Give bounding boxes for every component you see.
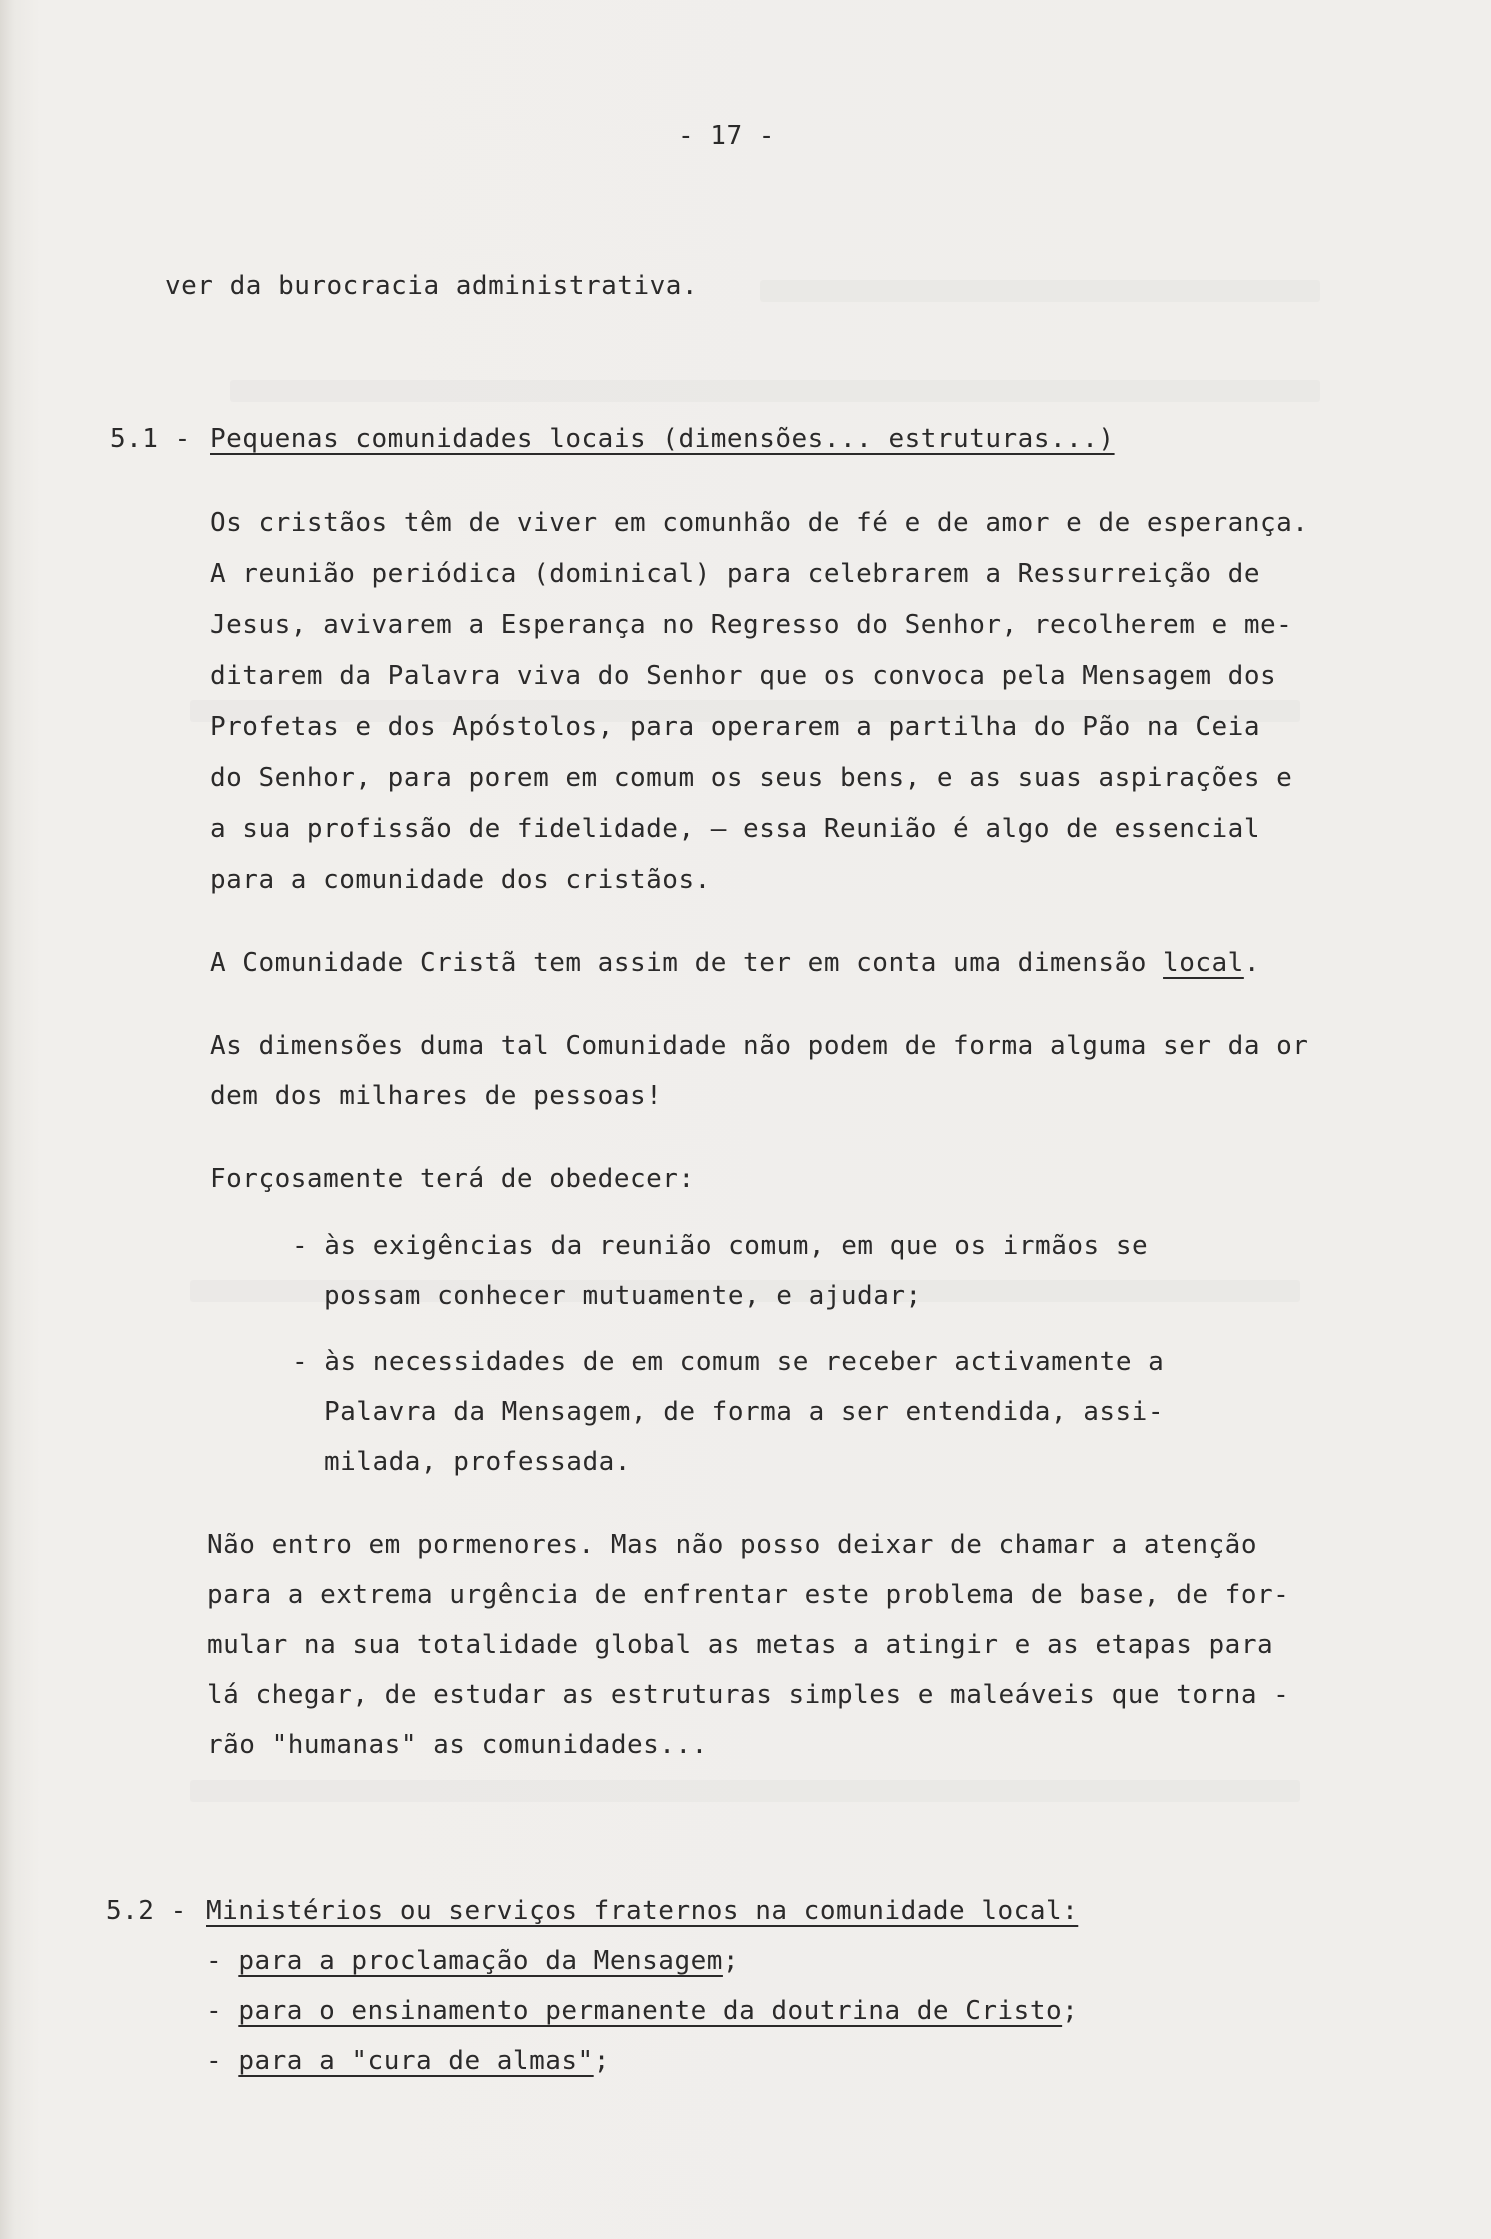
underlined-local: local	[1163, 948, 1244, 978]
para5-line: lá chegar, de estudar as estruturas simples e maleáveis que torna -	[207, 1680, 1290, 1710]
para1-line: ditarem da Palavra viva do Senhor que os convoca pela Mensagem dos	[210, 661, 1277, 691]
section-5-1-heading: Pequenas comunidades locais (dimensões... estruturas...)	[210, 424, 1115, 454]
para5-line: mular na sua totalidade global as metas a atingir e as etapas para	[207, 1630, 1274, 1660]
bullet2-line: Palavra da Mensagem, de forma a ser entendida, assi-	[324, 1397, 1164, 1427]
list-item: - para a "cura de almas";	[206, 2046, 610, 2076]
para5-line: para a extrema urgência de enfrentar este problema de base, de for-	[207, 1580, 1290, 1610]
bleed-through	[230, 380, 1320, 402]
bullet2-line: milada, professada.	[324, 1447, 631, 1477]
para1-line: a sua profissão de fidelidade, — essa Reunião é algo de essencial	[210, 814, 1260, 844]
para4: Forçosamente terá de obedecer:	[210, 1164, 695, 1194]
para2: A Comunidade Cristã tem assim de ter em conta uma dimensão local.	[210, 948, 1260, 978]
para1-line: do Senhor, para porem em comum os seus bens, e as suas aspirações e	[210, 763, 1293, 793]
para1-line: Profetas e dos Apóstolos, para operarem a partilha do Pão na Ceia	[210, 712, 1260, 742]
para1-line: Jesus, avivarem a Esperança no Regresso do Senhor, recolherem e me-	[210, 610, 1293, 640]
list-item: - para a proclamação da Mensagem;	[206, 1946, 740, 1976]
section-5-2-heading: Ministérios ou serviços fraternos na comunidade local:	[206, 1896, 1079, 1926]
para5-line: rão "humanas" as comunidades...	[207, 1730, 708, 1760]
bullet1-line: possam conhecer mutuamente, e ajudar;	[324, 1281, 922, 1311]
para1-line: A reunião periódica (dominical) para celebrarem a Ressurreição de	[210, 559, 1260, 589]
para1-line: para a comunidade dos cristãos.	[210, 865, 711, 895]
para1-line: Os cristãos têm de viver em comunhão de fé e de amor e de esperança.	[210, 508, 1309, 538]
list-item: - para o ensinamento permanente da doutrina de Cristo;	[206, 1996, 1079, 2026]
bleed-through	[190, 1780, 1300, 1802]
intro-line: ver da burocracia administrativa.	[165, 271, 699, 301]
section-5-1-number: 5.1 -	[110, 424, 191, 454]
para3-line: As dimensões duma tal Comunidade não podem de forma alguma ser da or	[210, 1031, 1309, 1061]
bleed-through	[760, 280, 1320, 302]
bullet2-line: - às necessidades de em comum se receber activamente a	[292, 1347, 1165, 1377]
para3-line: dem dos milhares de pessoas!	[210, 1081, 663, 1111]
page-number: - 17 -	[678, 121, 775, 151]
bullet1-line: - às exigências da reunião comum, em que os irmãos se	[292, 1231, 1149, 1261]
section-5-2-number: 5.2 -	[106, 1896, 187, 1926]
para5-line: Não entro em pormenores. Mas não posso deixar de chamar a atenção	[207, 1530, 1257, 1560]
